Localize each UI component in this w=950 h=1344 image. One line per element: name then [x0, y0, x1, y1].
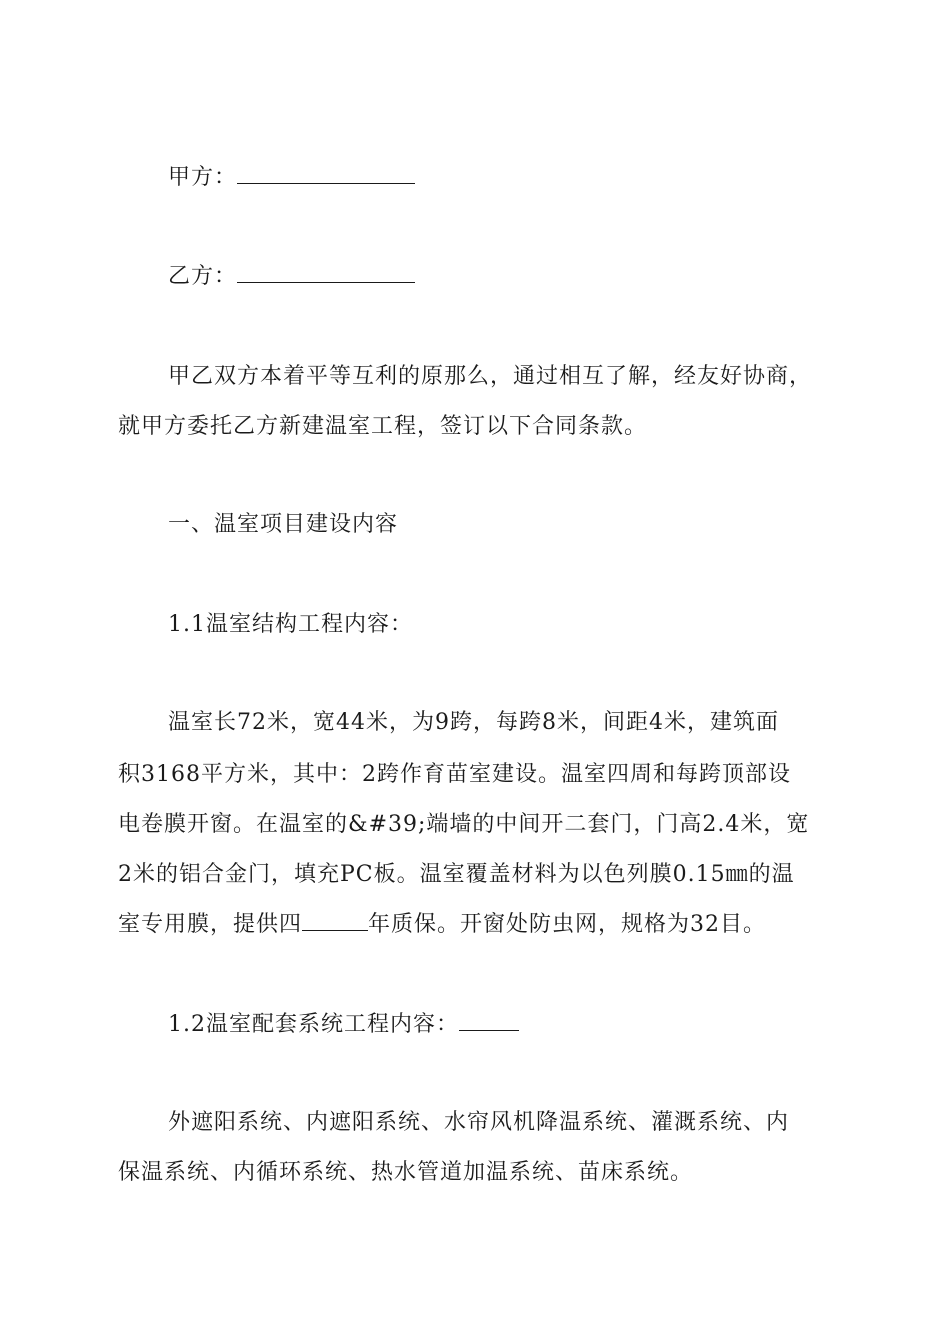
party-a-label: 甲方： [168, 165, 238, 190]
subsection-1-1-body-line: 温室长72米，宽44米，为9跨，每跨8米，间距4米，建筑面 [168, 710, 779, 735]
subsection-1-1-heading: 1.1温室结构工程内容： [168, 612, 413, 637]
party-b-line [168, 262, 888, 292]
subsection-1-2-heading: 1.2温室配套系统工程内容： [168, 1012, 459, 1037]
subsection-1-2-body-line-2: 保温系统、内循环系统、热水管道加温系统、苗床系统。 [118, 1160, 694, 1185]
intro-line-2: 就甲方委托乙方新建温室工程，签订以下合同条款。 [118, 414, 648, 439]
subsection-1-1-body-line-5 [118, 910, 838, 940]
party-a-blank[interactable] [237, 165, 415, 184]
warranty-years-blank[interactable] [302, 912, 368, 931]
subsection-1-2-blank[interactable] [459, 1012, 519, 1031]
subsection-1-1-body-line: 2米的铝合金门，填充PC板。温室覆盖材料为以色列膜0.15㎜的温 [118, 862, 795, 887]
subsection-1-1-body-line: 积3168平方米，其中：2跨作育苗室建设。温室四周和每跨顶部设 [118, 762, 791, 787]
warranty-text-before: 室专用膜，提供四 [118, 912, 303, 937]
subsection-1-1-body-line: 电卷膜开窗。在温室的&#39;端墙的中间开二套门，门高2.4米，宽 [118, 812, 810, 837]
warranty-text-after: 年质保。开窗处防虫网，规格为32目。 [368, 912, 767, 937]
subsection-1-2-line [168, 1010, 888, 1040]
section-1-heading: 一、温室项目建设内容 [168, 512, 399, 537]
party-a-line [168, 163, 888, 193]
subsection-1-2-body-line-1: 外遮阳系统、内遮阳系统、水帘风机降温系统、灌溉系统、内 [168, 1110, 790, 1135]
party-b-blank[interactable] [237, 264, 415, 283]
intro-line-1: 甲乙双方本着平等互利的原那么，通过相互了解，经友好协商， [168, 364, 813, 389]
party-b-label: 乙方： [168, 264, 238, 289]
